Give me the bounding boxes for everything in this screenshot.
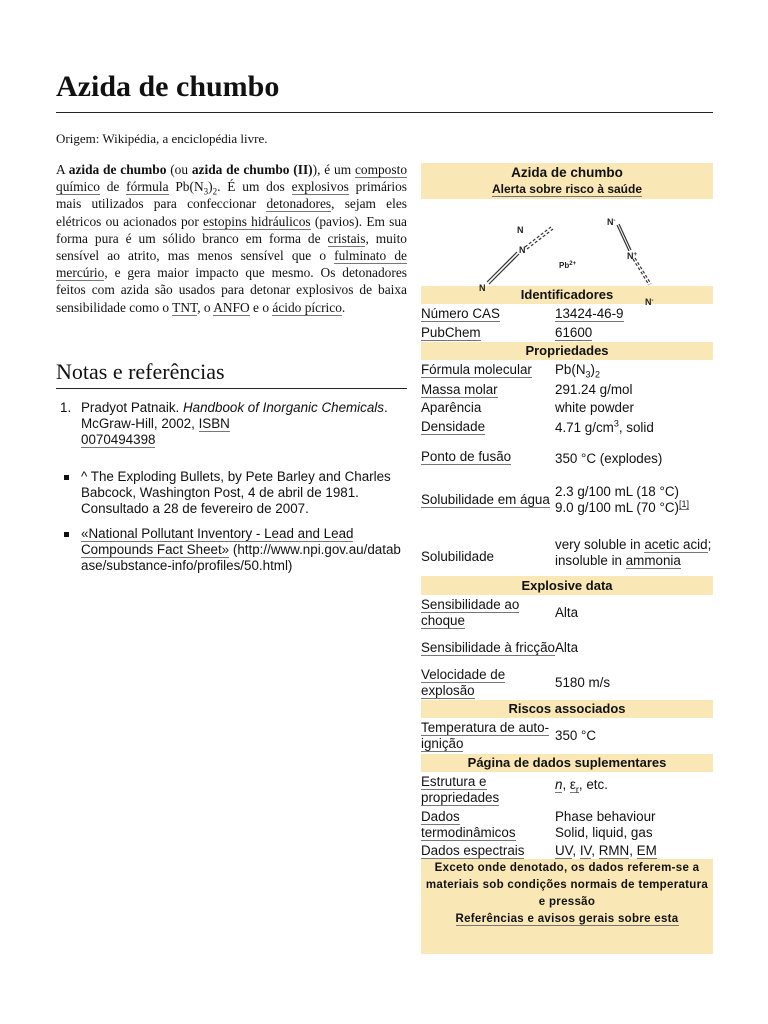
- infobox-warning: [421, 182, 713, 199]
- page-title: Azida de chumbo: [56, 70, 280, 103]
- infobox-title: Azida de chumbo: [421, 163, 713, 182]
- link-estopins[interactable]: estopins hidráulicos: [203, 213, 311, 229]
- section-propriedades: Propriedades: [421, 342, 713, 360]
- isbn-number[interactable]: 0070494398: [81, 432, 156, 447]
- intro-paragraph: A azida de chumbo (ou azida de chumbo (II)), é um composto químico de fórmula $Pb(N_3)_2$. É um dos explosivos primários mais utilizados para confeccionar detonadores, sejam eles elétricos ou acionados por estopins hidráulicos (pavios). Em sua forma pura é um sólido branco em forma de cristais, muito sensível ao atrito, mas menos sensível que o fulminato de mercúrio, e gera maior impacto que mesmo. Os detonadores feitos com azida são usados para detonar explosivos de baixa sensibilidade como o TNT, o ANFO e o ácido pícrico.: [56, 162, 408, 315]
- formula-value: $Pb(N_3)_2$: [555, 362, 601, 380]
- row-solubility: [421, 529, 713, 576]
- row-pubchem: [421, 323, 713, 342]
- bullet-icon: [64, 475, 69, 480]
- link-fulminato[interactable]: fulminato de mercúrio: [56, 248, 407, 281]
- solubility-label: Solubilidade: [421, 548, 494, 564]
- atom-n: N-: [645, 297, 654, 307]
- cas-label[interactable]: Número CAS: [421, 305, 500, 321]
- density-value: 4.71 $g/cm^3$, solid: [555, 418, 654, 435]
- atom-n: N-: [607, 217, 616, 227]
- link-acido-picrico[interactable]: ácido pícrico: [272, 299, 342, 315]
- pubchem-label[interactable]: PubChem: [421, 324, 481, 340]
- shock-value: Alta: [555, 604, 579, 620]
- thermo-value: Phase behaviour Solid, liquid, gas: [555, 809, 656, 840]
- link-epsilon[interactable]: $\varepsilon_r$: [569, 777, 579, 795]
- row-water-solubility: Solubilidade em água 2.3 g/100 mL (18 °C) 9.0 g/100 mL (70 °C)[1]: [421, 471, 713, 529]
- thermo-label[interactable]: Dados termodinâmicos: [421, 809, 516, 840]
- appearance-value: white powder: [555, 400, 634, 415]
- row-molar-mass: [421, 380, 713, 399]
- reference-item: 1. Pradyot Patnaik. Handbook of Inorganic Chemicals. McGraw-Hill, 2002, ISBN 0070494398: [60, 400, 388, 447]
- row-structure: [421, 772, 713, 808]
- shock-label[interactable]: Sensibilidade ao choque: [421, 596, 520, 628]
- section-explosive-data: Explosive data: [421, 576, 713, 595]
- velocity-value: 5180 m/s: [555, 674, 611, 690]
- link-em[interactable]: EM: [636, 842, 657, 858]
- link-rmn[interactable]: RMN: [598, 842, 630, 858]
- atom-n: N: [479, 283, 486, 293]
- water-solubility-label[interactable]: Solubilidade: [421, 492, 494, 507]
- section-dados-suplementares: Página de dados suplementares: [421, 754, 713, 772]
- bullet-icon: [64, 532, 69, 537]
- link-composto-quimico[interactable]: composto químico: [56, 162, 408, 195]
- row-autoignition: [421, 718, 713, 754]
- row-melting: [421, 439, 713, 471]
- spectral-label[interactable]: Dados espectrais: [421, 842, 525, 858]
- link-tnt[interactable]: TNT: [172, 299, 198, 315]
- melting-value: 350 °C (explodes): [555, 451, 663, 466]
- link-formula[interactable]: fórmula: [126, 179, 169, 195]
- row-spectral: [421, 842, 713, 859]
- row-appearance: [421, 399, 713, 417]
- row-friction: [421, 630, 713, 665]
- molar-mass-label[interactable]: Massa molar: [421, 381, 498, 397]
- notes-heading: Notas e referências: [56, 359, 225, 384]
- structure-label[interactable]: Estrutura e propriedades: [421, 774, 500, 805]
- autoignition-label[interactable]: Temperatura de auto-ignição: [421, 720, 550, 751]
- atom-n: N: [517, 225, 524, 235]
- link-explosivos[interactable]: explosivos: [291, 179, 349, 195]
- link-acetic-acid[interactable]: acetic acid: [644, 536, 708, 552]
- link-detonadores[interactable]: detonadores: [266, 196, 332, 212]
- cas-value[interactable]: 13424-46-9: [555, 305, 624, 321]
- water-solubility-value: 2.3 g/100 mL (18 °C) 9.0 g/100 mL (70 °C)[1]: [555, 484, 689, 515]
- spectral-value: UV, IV, RMN, EM: [555, 842, 657, 858]
- row-formula: [421, 360, 713, 380]
- atom-n: N: [519, 245, 526, 255]
- section-identificadores: Identificadores: [421, 286, 713, 304]
- reference-item: ^ The Exploding Bullets, by Pete Barley and Charles Babcock, Washington Post, 4 de abril de 1981. Consultado a 28 de fevereiro de 2007.: [62, 469, 407, 517]
- link-ammonia[interactable]: ammonia: [625, 552, 681, 568]
- reference-item: «National Pollutant Inventory - Lead and Lead Compounds Fact Sheet» (http://www.npi.gov.au/database/substance-info/profiles/50.html): [62, 526, 407, 574]
- row-shock: [421, 595, 713, 630]
- infobox-footer: Exceto onde denotado, os dados referem-se a materiais sob condições normais de temperatura e pressão Referências e avisos gerais sobre esta: [421, 859, 713, 954]
- density-label[interactable]: Densidade: [421, 419, 486, 434]
- formula-label[interactable]: Fórmula molecular: [421, 362, 532, 377]
- atom-n: N+: [627, 251, 638, 261]
- bold-name: azida de chumbo: [68, 162, 167, 177]
- disclaimer-link[interactable]: Referências e avisos gerais sobre esta: [455, 913, 679, 925]
- melting-label[interactable]: Ponto de fusão: [421, 449, 512, 464]
- velocity-label[interactable]: Velocidade de explosão: [421, 666, 506, 698]
- pubchem-value[interactable]: 61600: [555, 324, 593, 340]
- link-isbn[interactable]: ISBN: [198, 416, 230, 431]
- reference-number: 1.: [60, 400, 72, 415]
- bold-name-alt: azida de chumbo (II): [191, 162, 313, 177]
- molar-mass-value: 291.24 g/mol: [555, 381, 633, 397]
- link-anfo[interactable]: ANFO: [213, 299, 250, 315]
- autoignition-value: 350 °C: [555, 728, 597, 743]
- row-thermo: [421, 808, 713, 842]
- link-n[interactable]: n: [555, 777, 563, 792]
- ref-1-link[interactable]: [1]: [678, 498, 689, 509]
- section-riscos: Riscos associados: [421, 700, 713, 718]
- solubility-value: very soluble in acetic acid; insoluble in ammonia: [555, 536, 712, 568]
- link-iv[interactable]: IV: [579, 842, 592, 858]
- title-divider: [56, 112, 713, 113]
- row-density: [421, 417, 713, 439]
- structure-value: n, $\varepsilon_r$, etc.: [555, 777, 608, 795]
- row-velocity: [421, 665, 713, 700]
- infobox: [421, 163, 713, 958]
- notes-divider: [56, 388, 407, 389]
- origin-note: Origem: Wikipédia, a enciclopédia livre.: [56, 131, 268, 146]
- health-warning-link[interactable]: Alerta sobre risco à saúde: [491, 182, 643, 196]
- link-cristais[interactable]: cristais: [327, 230, 366, 246]
- link-npi-fact-sheet[interactable]: «National Pollutant Inventory - Lead and Lead Compounds Fact Sheet»: [81, 526, 354, 557]
- friction-value: Alta: [555, 639, 579, 655]
- link-uv[interactable]: UV: [555, 842, 573, 858]
- references-list: [62, 400, 407, 583]
- friction-label[interactable]: Sensibilidade à fricção: [421, 639, 555, 655]
- appearance-label: Aparência: [421, 400, 482, 415]
- atom-pb: $Pb^{2+}$: [559, 261, 577, 270]
- row-cas: [421, 304, 713, 323]
